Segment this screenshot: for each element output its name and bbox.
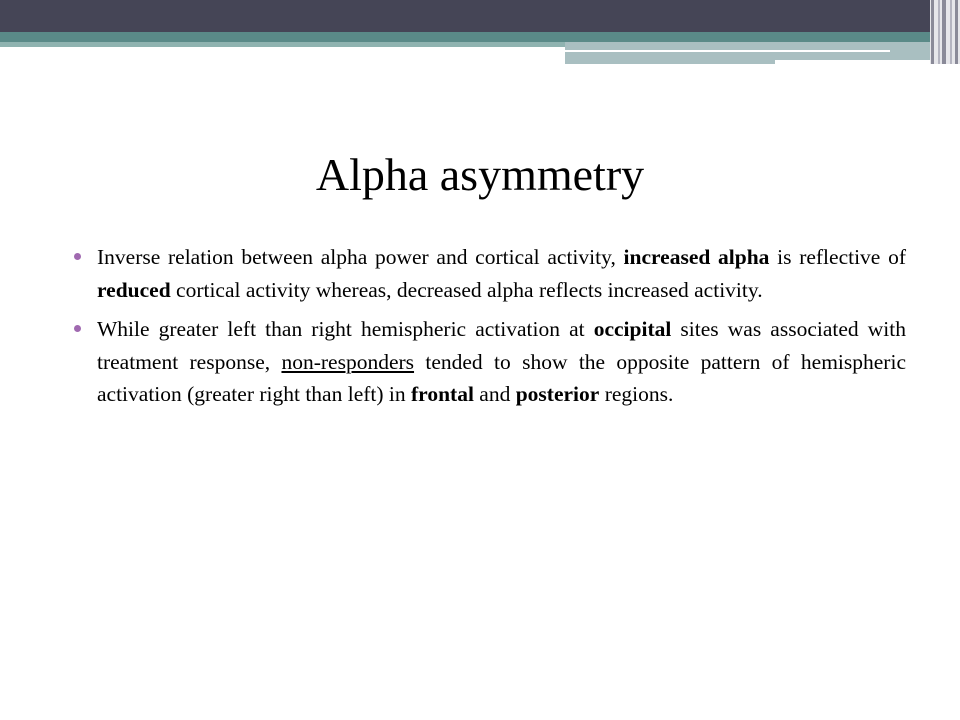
bullet-text: Inverse relation between alpha power and cortical activity, <box>97 245 624 269</box>
header-light-band <box>0 42 565 47</box>
header-stripe <box>955 0 958 64</box>
header-teal-band <box>0 32 960 42</box>
header-stripe-block <box>930 0 960 64</box>
bullet-bold-text: posterior <box>515 382 600 406</box>
bullet-underlined-text: non-responders <box>281 349 415 374</box>
bullet-text: is reflective of <box>769 245 906 269</box>
bullet-text: cortical activity whereas, decreased alpha reflects increased activity. <box>170 277 763 302</box>
bullet-bold-text: frontal <box>411 382 474 406</box>
header-stripe <box>942 0 946 64</box>
bullet-text: tended to show the opposite pattern of hemispheric activation (greater right than left) in <box>97 349 906 406</box>
bullet-item <box>74 313 906 411</box>
bullet-list <box>74 241 906 418</box>
bullet-bold-text: reduced <box>97 277 171 302</box>
header-dark-band <box>0 0 960 32</box>
bullet-text: and <box>473 382 516 406</box>
header-divider-line <box>565 50 890 52</box>
header-stripe <box>950 0 952 64</box>
bullet-text: While greater left than right hemispheric activation at <box>97 317 594 341</box>
header-stripe <box>938 0 940 64</box>
slide-title: Alpha asymmetry <box>315 149 645 200</box>
bullet-bold-text: increased alpha <box>623 245 770 269</box>
bullet-text: regions. <box>599 382 674 406</box>
bullet-dot-icon <box>74 325 81 332</box>
bullet-bold-text: occipital <box>593 317 672 341</box>
header-stripe <box>931 0 934 64</box>
bullet-text: sites was associated with treatment response, <box>97 317 906 374</box>
bullet-dot-icon <box>74 253 81 260</box>
bullet-item <box>74 241 906 306</box>
